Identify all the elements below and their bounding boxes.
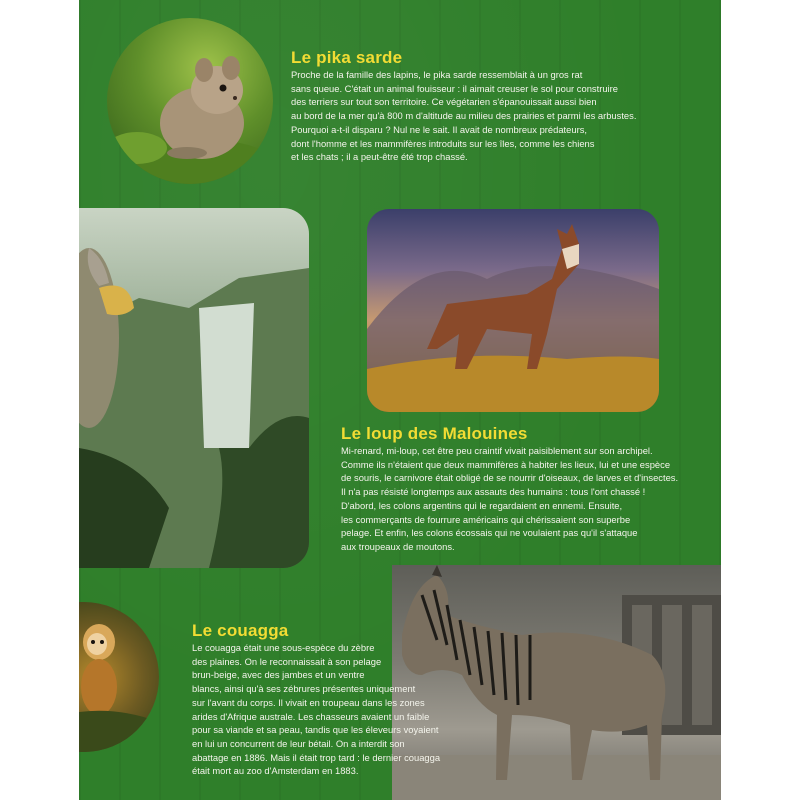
pika-line: Pourquoi a-t-il disparu ? Nul ne le sait. Il avait de nombreux prédateurs, <box>291 123 587 135</box>
couagga-line: était mort au zoo d'Amsterdam en 1883. <box>192 765 359 777</box>
loup-line: Mi-renard, mi-loup, cet être peu craintif vivait paisiblement sur son archipel. <box>341 445 653 456</box>
couagga-line: des plaines. On le reconnaissait à son pelage <box>192 655 382 667</box>
wolf-illustration <box>367 209 659 412</box>
couagga-line: blancs, ainsi qu'à ses zébrures présentes uniquement <box>192 683 416 695</box>
couagga-text <box>192 641 440 778</box>
pika-illustration <box>107 18 273 184</box>
pika-line: et les chats ; il a peut-être été trop chassé. <box>291 151 468 163</box>
couagga-line: abattage en 1886. Mais il était trop tard : le dernier couagga <box>192 751 441 763</box>
loup-title: Le loup des Malouines <box>341 424 528 443</box>
couagga-line: Le couagga était une sous-espèce du zèbre <box>192 642 375 653</box>
pika-line: au bord de la mer qu'à 800 m d'altitude au milieu des prairies et parmi les arbustes. <box>291 110 637 122</box>
dodo-illustration <box>79 208 309 568</box>
couagga-line: en lui un concurrent de leur bétail. On a interdit son <box>192 737 405 749</box>
couagga-title: Le couagga <box>192 621 289 640</box>
loup-text <box>341 444 678 554</box>
pika-line: dont l'homme et les mammifères introduits sur les îles, comme les chiens <box>291 137 595 149</box>
pika-line: sans queue. C'était un animal fouisseur : il aimait creuser le sol pour construire <box>291 82 618 94</box>
couagga-line: sur l'avant du corps. Il vivait en troupeau dans les zones <box>192 696 425 708</box>
quagga-photo <box>392 565 721 800</box>
loup-line: Il n'a pas résisté longtemps aux assauts des humains : tous l'ont chassé ! <box>341 486 646 498</box>
couagga-line: arides d'Afrique australe. Les chasseurs avaient un faible <box>192 710 430 722</box>
loup-line: pelage. Et enfin, les colons écossais qui ne voulaient pas qu'il s'attaque <box>341 527 638 539</box>
pika-title: Le pika sarde <box>291 48 403 67</box>
loup-line: de souris, le carnivore était obligé de se nourrir d'oiseaux, de larves et d'insectes. <box>341 472 679 484</box>
couagga-line: pour sa viande et sa peau, tandis que les éleveurs voyaient <box>192 724 439 736</box>
loup-line: Comme ils n'étaient que deux mammifères à habiter les lieux, lui et une espèce <box>341 458 671 470</box>
pika-line: des terriers sur tout son territoire. Ce végétarien s'épanouissait aussi bien <box>291 96 597 108</box>
pika-text <box>291 68 636 164</box>
pika-line: Proche de la famille des lapins, le pika sarde ressemblait à un gros rat <box>291 69 583 80</box>
loup-line: D'abord, les colons argentins qui le regardaient en ennemi. Ensuite, <box>341 499 623 511</box>
loup-line: aux troupeaux de moutons. <box>341 540 455 552</box>
loup-line: les commerçants de fourrure américains qui chérissaient son superbe <box>341 513 631 525</box>
couagga-line: brun-beige, avec des jambes et un ventre <box>192 669 365 681</box>
